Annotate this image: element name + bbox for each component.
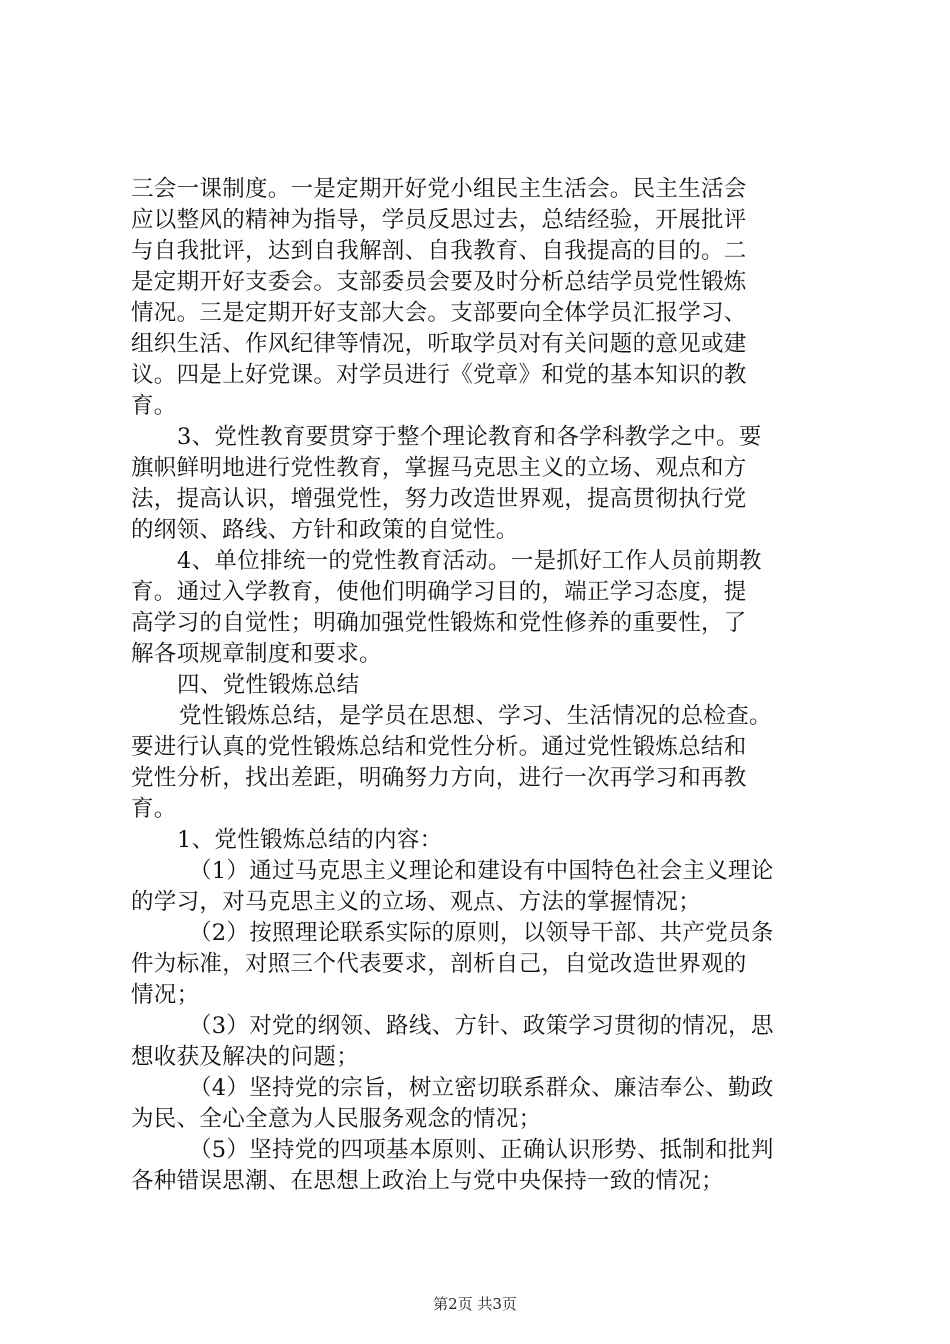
list-item-2-start: （2）按照理论联系实际的原则，以领导干部、共产党员条	[189, 920, 774, 946]
text-line: 的纲领、路线、方针和政策的自觉性。	[131, 517, 519, 543]
text-line: 旗帜鲜明地进行党性教育，掌握马克思主义的立场、观点和方	[131, 455, 747, 481]
text-line: 件为标准，对照三个代表要求，剖析自己，自觉改造世界观的	[131, 951, 747, 977]
list-item-3-start: （3）对党的纲领、路线、方针、政策学习贯彻的情况，思	[189, 1013, 774, 1039]
list-item-1-start: （1）通过马克思主义理论和建设有中国特色社会主义理论	[189, 858, 774, 884]
text-line: 应以整风的精神为指导，学员反思过去，总结经验，开展批评	[131, 207, 747, 233]
subheading: 1、党性锻炼总结的内容：	[177, 827, 443, 853]
page-footer: 第2页 共3页	[433, 1295, 517, 1313]
text-line: 党性分析，找出差距，明确努力方向，进行一次再学习和再教	[131, 765, 747, 791]
text-line: 三会一课制度。一是定期开好党小组民主生活会。民主生活会	[131, 176, 747, 202]
text-line: 的学习，对马克思主义的立场、观点、方法的掌握情况；	[131, 889, 702, 915]
text-line: 与自我批评，达到自我解剖、自我教育、自我提高的目的。二	[131, 238, 747, 264]
text-line: 育。	[131, 796, 177, 822]
text-line: 法，提高认识，增强党性，努力改造世界观，提高贯彻执行党	[131, 486, 747, 512]
text-line: 是定期开好支委会。支部委员会要及时分析总结学员党性锻炼	[131, 269, 747, 295]
text-line: 情况；	[131, 982, 200, 1008]
document-body	[131, 174, 821, 1197]
paragraph-3-start: 3、党性教育要贯穿于整个理论教育和各学科教学之中。要	[177, 424, 762, 450]
text-line: 为民、全心全意为人民服务观念的情况；	[131, 1106, 542, 1132]
text-line: 育。通过入学教育，使他们明确学习目的，端正学习态度，提	[131, 579, 747, 605]
text-line: 情况。三是定期开好支部大会。支部要向全体学员汇报学习、	[131, 300, 747, 326]
text-line: 高学习的自觉性；明确加强党性锻炼和党性修养的重要性，了	[131, 610, 747, 636]
summary-paragraph-start: 党性锻炼总结，是学员在思想、学习、生活情况的总检查。	[179, 703, 772, 729]
text-line: 要进行认真的党性锻炼总结和党性分析。通过党性锻炼总结和	[131, 734, 747, 760]
paragraph-4-start: 4、单位排统一的党性教育活动。一是抓好工作人员前期教	[177, 548, 762, 574]
section-heading: 四、党性锻炼总结	[177, 672, 360, 698]
text-line: 想收获及解决的问题；	[131, 1044, 360, 1070]
text-line: 各种错误思潮、在思想上政治上与党中央保持一致的情况；	[131, 1168, 724, 1194]
list-item-4-start: （4）坚持党的宗旨，树立密切联系群众、廉洁奉公、勤政	[189, 1075, 774, 1101]
text-line: 议。四是上好党课。对学员进行《党章》和党的基本知识的教	[131, 362, 747, 388]
text-line: 组织生活、作风纪律等情况，听取学员对有关问题的意见或建	[131, 331, 747, 357]
list-item-5-start: （5）坚持党的四项基本原则、正确认识形势、抵制和批判	[189, 1137, 774, 1163]
text-line: 育。	[131, 393, 177, 419]
text-line: 解各项规章制度和要求。	[131, 641, 382, 667]
